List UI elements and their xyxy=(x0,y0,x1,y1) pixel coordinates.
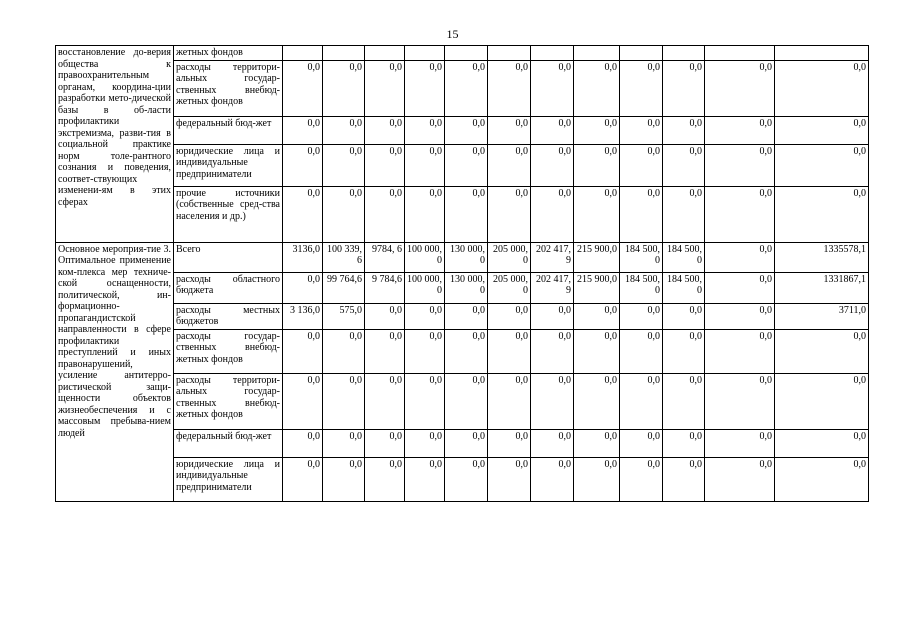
value-cell: 99 764,6 xyxy=(323,272,365,303)
value-cell: 0,0 xyxy=(488,60,531,116)
value-cell xyxy=(705,46,775,61)
value-cell: 0,0 xyxy=(574,303,620,329)
value-cell: 0,0 xyxy=(283,373,323,429)
value-cell: 184 500,0 xyxy=(620,272,663,303)
value-cell: 0,0 xyxy=(445,116,488,144)
value-cell: 0,0 xyxy=(705,329,775,373)
value-cell: 0,0 xyxy=(574,329,620,373)
value-cell: 0,0 xyxy=(775,329,869,373)
value-cell: 0,0 xyxy=(531,303,574,329)
value-cell: 0,0 xyxy=(574,186,620,242)
value-cell: 0,0 xyxy=(663,373,705,429)
value-cell: 0,0 xyxy=(775,186,869,242)
value-cell: 0,0 xyxy=(405,373,445,429)
value-cell: 0,0 xyxy=(323,116,365,144)
value-cell: 9784, 6 xyxy=(365,242,405,272)
value-cell: 0,0 xyxy=(488,116,531,144)
value-cell: 0,0 xyxy=(365,144,405,186)
table-row xyxy=(56,272,869,303)
value-cell: 0,0 xyxy=(405,329,445,373)
value-cell: 0,0 xyxy=(365,186,405,242)
value-cell: 0,0 xyxy=(365,116,405,144)
value-cell: 0,0 xyxy=(705,116,775,144)
value-cell: 0,0 xyxy=(283,116,323,144)
value-cell: 0,0 xyxy=(663,329,705,373)
value-cell xyxy=(445,46,488,61)
table-row xyxy=(56,242,869,272)
table-row xyxy=(56,46,869,61)
value-cell: 3 136,0 xyxy=(283,303,323,329)
value-cell: 0,0 xyxy=(488,457,531,501)
page-number: 15 xyxy=(446,27,459,41)
value-cell: 575,0 xyxy=(323,303,365,329)
value-cell: 0,0 xyxy=(323,329,365,373)
value-cell: 215 900,0 xyxy=(574,242,620,272)
value-cell: 0,0 xyxy=(283,429,323,457)
value-cell: 0,0 xyxy=(705,457,775,501)
value-cell: 0,0 xyxy=(323,373,365,429)
value-cell: 0,0 xyxy=(663,457,705,501)
funding-source-cell: федеральный бюд-жет xyxy=(174,116,283,144)
value-cell: 215 900,0 xyxy=(574,272,620,303)
funding-source-cell: прочие источники (собственные сред-ства населения и др.) xyxy=(174,186,283,242)
value-cell xyxy=(574,46,620,61)
value-cell: 0,0 xyxy=(620,373,663,429)
value-cell: 0,0 xyxy=(705,429,775,457)
value-cell: 100 339,6 xyxy=(323,242,365,272)
value-cell xyxy=(283,46,323,61)
value-cell: 0,0 xyxy=(663,116,705,144)
value-cell: 0,0 xyxy=(445,429,488,457)
value-cell: 1335578,1 xyxy=(775,242,869,272)
value-cell: 0,0 xyxy=(620,116,663,144)
budget-table xyxy=(55,45,869,502)
table-row xyxy=(56,60,869,116)
value-cell xyxy=(365,46,405,61)
value-cell: 0,0 xyxy=(445,303,488,329)
value-cell: 0,0 xyxy=(705,303,775,329)
value-cell: 0,0 xyxy=(365,60,405,116)
value-cell: 0,0 xyxy=(445,329,488,373)
value-cell: 0,0 xyxy=(323,457,365,501)
value-cell: 205 000,0 xyxy=(488,272,531,303)
value-cell: 0,0 xyxy=(620,303,663,329)
value-cell: 0,0 xyxy=(405,144,445,186)
value-cell: 0,0 xyxy=(705,272,775,303)
value-cell: 0,0 xyxy=(488,303,531,329)
value-cell: 0,0 xyxy=(405,60,445,116)
value-cell: 0,0 xyxy=(405,186,445,242)
value-cell: 0,0 xyxy=(531,429,574,457)
value-cell: 0,0 xyxy=(663,186,705,242)
table-row xyxy=(56,116,869,144)
value-cell: 9 784,6 xyxy=(365,272,405,303)
value-cell: 0,0 xyxy=(405,429,445,457)
value-cell: 0,0 xyxy=(705,373,775,429)
value-cell: 0,0 xyxy=(531,60,574,116)
value-cell: 0,0 xyxy=(405,457,445,501)
value-cell: 184 500,0 xyxy=(620,242,663,272)
value-cell: 0,0 xyxy=(620,144,663,186)
value-cell: 0,0 xyxy=(705,60,775,116)
value-cell: 205 000,0 xyxy=(488,242,531,272)
value-cell xyxy=(775,46,869,61)
value-cell: 0,0 xyxy=(775,116,869,144)
funding-source-cell: расходы государ-ственных внебюд-жетных фондов xyxy=(174,329,283,373)
funding-source-cell: расходы местных бюджетов xyxy=(174,303,283,329)
value-cell: 0,0 xyxy=(775,144,869,186)
value-cell xyxy=(323,46,365,61)
value-cell: 3711,0 xyxy=(775,303,869,329)
value-cell: 100 000,0 xyxy=(405,242,445,272)
value-cell: 0,0 xyxy=(574,457,620,501)
value-cell: 0,0 xyxy=(531,373,574,429)
value-cell: 3136,0 xyxy=(283,242,323,272)
value-cell: 0,0 xyxy=(488,144,531,186)
value-cell: 0,0 xyxy=(283,457,323,501)
funding-source-cell: Всего xyxy=(174,242,283,272)
value-cell xyxy=(620,46,663,61)
value-cell: 0,0 xyxy=(663,144,705,186)
value-cell: 0,0 xyxy=(574,60,620,116)
value-cell: 202 417,9 xyxy=(531,242,574,272)
value-cell: 0,0 xyxy=(775,457,869,501)
value-cell: 0,0 xyxy=(705,186,775,242)
value-cell: 130 000,0 xyxy=(445,242,488,272)
value-cell: 130 000,0 xyxy=(445,272,488,303)
value-cell: 0,0 xyxy=(775,429,869,457)
table-row xyxy=(56,144,869,186)
value-cell: 0,0 xyxy=(775,60,869,116)
value-cell: 100 000,0 xyxy=(405,272,445,303)
funding-source-cell: жетных фондов xyxy=(174,46,283,61)
funding-source-cell: расходы территори-альных государ-ственных внебюд-жетных фондов xyxy=(174,373,283,429)
value-cell: 0,0 xyxy=(705,242,775,272)
funding-source-cell: федеральный бюд-жет xyxy=(174,429,283,457)
value-cell: 0,0 xyxy=(531,116,574,144)
value-cell: 0,0 xyxy=(365,457,405,501)
value-cell: 0,0 xyxy=(323,60,365,116)
value-cell: 0,0 xyxy=(620,329,663,373)
value-cell: 0,0 xyxy=(365,303,405,329)
value-cell: 0,0 xyxy=(574,116,620,144)
value-cell: 184 500,0 xyxy=(663,242,705,272)
value-cell: 0,0 xyxy=(488,329,531,373)
value-cell: 0,0 xyxy=(445,144,488,186)
value-cell: 0,0 xyxy=(323,144,365,186)
value-cell: 0,0 xyxy=(365,429,405,457)
value-cell: 0,0 xyxy=(574,144,620,186)
value-cell: 0,0 xyxy=(531,457,574,501)
value-cell: 0,0 xyxy=(488,429,531,457)
value-cell: 0,0 xyxy=(445,60,488,116)
value-cell: 202 417,9 xyxy=(531,272,574,303)
value-cell: 0,0 xyxy=(620,186,663,242)
value-cell: 0,0 xyxy=(283,144,323,186)
value-cell: 0,0 xyxy=(620,429,663,457)
funding-source-cell: юридические лица и индивидуальные предприниматели xyxy=(174,144,283,186)
value-cell: 0,0 xyxy=(323,429,365,457)
measure-cell: Основное мероприя-тие 3. Оптимальное применение ком-плекса мер техниче-ской оснащенности, политической, ин-формационно-пропагандистской направленности в сфере профилактики преступлений и иных правонарушений, усиление антитерро-ристической защи-щенности объектов жизнеобеспечения и с массовым пребыва-нием людей xyxy=(56,242,174,501)
value-cell: 0,0 xyxy=(574,429,620,457)
table-row xyxy=(56,303,869,329)
table-row xyxy=(56,373,869,429)
value-cell: 0,0 xyxy=(283,186,323,242)
value-cell: 0,0 xyxy=(283,329,323,373)
value-cell: 0,0 xyxy=(445,457,488,501)
value-cell: 0,0 xyxy=(405,116,445,144)
value-cell: 0,0 xyxy=(365,373,405,429)
value-cell: 0,0 xyxy=(445,373,488,429)
value-cell: 0,0 xyxy=(663,429,705,457)
table-row xyxy=(56,429,869,457)
value-cell: 0,0 xyxy=(705,144,775,186)
table-row xyxy=(56,329,869,373)
value-cell: 0,0 xyxy=(775,373,869,429)
value-cell: 0,0 xyxy=(620,457,663,501)
value-cell: 0,0 xyxy=(405,303,445,329)
value-cell: 0,0 xyxy=(365,329,405,373)
value-cell: 0,0 xyxy=(531,144,574,186)
value-cell: 0,0 xyxy=(663,303,705,329)
funding-source-cell: юридические лица и индивидуальные предприниматели xyxy=(174,457,283,501)
value-cell: 1331867,1 xyxy=(775,272,869,303)
value-cell: 0,0 xyxy=(445,186,488,242)
value-cell: 0,0 xyxy=(283,60,323,116)
table-row xyxy=(56,457,869,501)
funding-source-cell: расходы территори-альных государ-ственных внебюд-жетных фондов xyxy=(174,60,283,116)
value-cell xyxy=(488,46,531,61)
measure-cell: восстановление до-верия общества к правоохранительным органам, координа-ции разработки мето-дической базы в об-ласти профилактики экстремизма, разви-тия в социальной практике норм толе-рантного сознания и поведения, соответ-ствующих изменени-ям в этих сферах xyxy=(56,46,174,243)
value-cell: 0,0 xyxy=(323,186,365,242)
value-cell: 0,0 xyxy=(488,186,531,242)
value-cell: 0,0 xyxy=(620,60,663,116)
value-cell: 0,0 xyxy=(488,373,531,429)
value-cell: 0,0 xyxy=(663,60,705,116)
funding-source-cell: расходы областного бюджета xyxy=(174,272,283,303)
value-cell xyxy=(405,46,445,61)
value-cell xyxy=(531,46,574,61)
value-cell: 0,0 xyxy=(531,329,574,373)
value-cell: 0,0 xyxy=(531,186,574,242)
value-cell: 184 500,0 xyxy=(663,272,705,303)
value-cell xyxy=(663,46,705,61)
value-cell: 0,0 xyxy=(283,272,323,303)
table-row xyxy=(56,186,869,242)
value-cell: 0,0 xyxy=(574,373,620,429)
